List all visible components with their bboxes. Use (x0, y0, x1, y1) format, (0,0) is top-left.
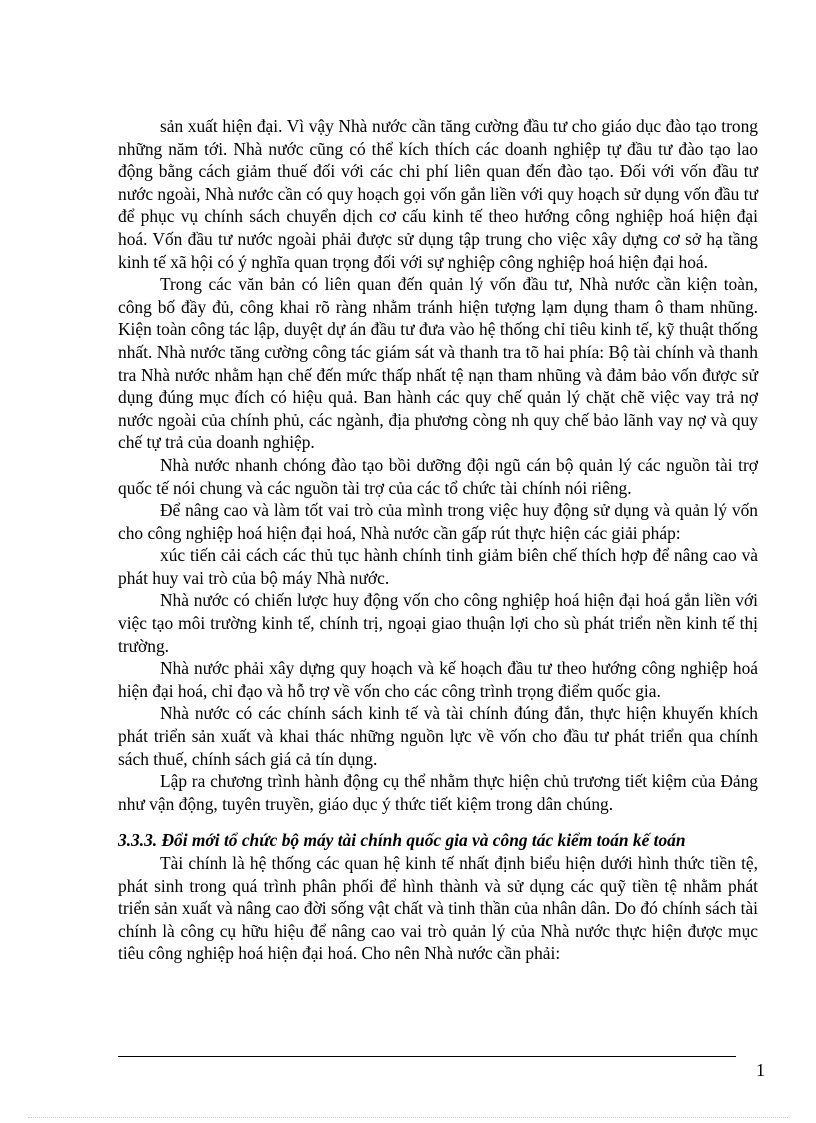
paragraph-4: Để nâng cao và làm tốt vai trò của mình trong việc huy động sử dụng và quản lý vốn cho công nghiệp hoá hiện đại hoá, Nhà nước cần gấp rút thực hiện các giải pháp: (118, 500, 758, 543)
paragraph-9: Lập ra chương trình hành động cụ thể nhằm thực hiện chủ trương tiết kiệm của Đảng như vận động, tuyên truyền, giáo dục ý thức tiết kiệm trong dân chúng. (118, 771, 758, 814)
paragraph-8: Nhà nước có các chính sách kinh tế và tài chính đúng đắn, thực hiện khuyến khích phát triển sản xuất và khai thác những nguồn lực về vốn cho đầu tư phát triển qua chính sách thuế, chính sách giá cả tín dụng. (118, 703, 758, 769)
footer-divider (118, 1056, 736, 1057)
paragraph-5: xúc tiến cải cách các thủ tục hành chính tinh giảm biên chế thích hợp để nâng cao và phát huy vai trò của bộ máy Nhà nước. (118, 545, 758, 588)
page-bottom-border (28, 1117, 788, 1118)
paragraph-6: Nhà nước có chiến lược huy động vốn cho công nghiệp hoá hiện đại hoá gắn liền với việc tạo môi trường kinh tế, chính trị, ngoại giao thuận lợi cho sù phát triển nền kinh tế thị trường. (118, 590, 758, 656)
paragraph-7: Nhà nước phải xây dựng quy hoạch và kế hoạch đầu tư theo hướng công nghiệp hoá hiện đại hoá, chỉ đạo và hỗ trợ về vốn cho các công trình trọng điểm quốc gia. (118, 658, 758, 701)
paragraph-2: Trong các văn bản có liên quan đến quản lý vốn đầu tư, Nhà nước cần kiện toàn, công bố đầy đủ, công khai rõ ràng nhằm tránh hiện tượng lạm dụng tham ô tham nhũng. Kiện toàn công tác lập, duyệt dự án đầu tư đưa vào hệ thống chỉ tiêu kinh tế, kỹ thuật thống nhất. Nhà nước tăng cường công tác giám sát và thanh tra tõ hai phía: Bộ tài chính và thanh tra Nhà nước nhằm hạn chế đến mức thấp nhất tệ nạn tham nhũng và đảm bảo vốn được sử dụng đúng mục đích có hiệu quả. Ban hành các quy chế quản lý chặt chẽ việc vay trả nợ nước ngoài của chính phủ, các ngành, địa phương còng nh quy chế bảo lãnh vay nợ và quy chế tự trả của doanh nghiệp. (118, 274, 758, 453)
paragraph-1: sản xuất hiện đại. Vì vậy Nhà nước cần tăng cường đầu tư cho giáo dục đào tạo trong những năm tới. Nhà nước cũng có thể kích thích các doanh nghiệp tự đầu tư đào tạo lao động bằng cách giảm thuế đối với các chi phí liên quan đến đào tạo. Đối với vốn đầu tư nước ngoài, Nhà nước cần có quy hoạch gọi vốn gắn liền với quy hoạch sử dụng vốn đầu tư để phục vụ chính sách chuyển dịch cơ cấu kinh tế theo hướng công nghiệp hoá hiện đại hoá. Vốn đầu tư nước ngoài phải được sử dụng tập trung cho việc xây dựng cơ sở hạ tầng kinh tế xã hội có ý nghĩa quan trọng đối với sự nghiệp công nghiệp hoá hiện đại hoá. (118, 116, 758, 272)
page-number: 1 (756, 1060, 765, 1080)
paragraph-3: Nhà nước nhanh chóng đào tạo bồi dưỡng đội ngũ cán bộ quản lý các nguồn tài trợ quốc tế nói chung và các nguồn tài trợ của các tổ chức tài chính nói riêng. (118, 454, 758, 498)
section-heading: 3.3.3. Đổi mới tổ chức bộ máy tài chính quốc gia và công tác kiểm toán kế toán (118, 830, 686, 851)
body-text (118, 115, 758, 965)
paragraph-10: Tài chính là hệ thống các quan hệ kinh tế nhất định biểu hiện dưới hình thức tiền tệ, phát sinh trong quá trình phân phối để hình thành và sử dụng các quỹ tiền tệ nhằm phát triển sản xuất và nâng cao đời sống vật chất và tinh thần của nhân dân. Do đó chính sách tài chính là công cụ hữu hiệu để nâng cao vai trò quản lý của Nhà nước thực hiện được mục tiêu công nghiệp hoá hiện đại hoá. Cho nên Nhà nước cần phải: (118, 853, 758, 964)
